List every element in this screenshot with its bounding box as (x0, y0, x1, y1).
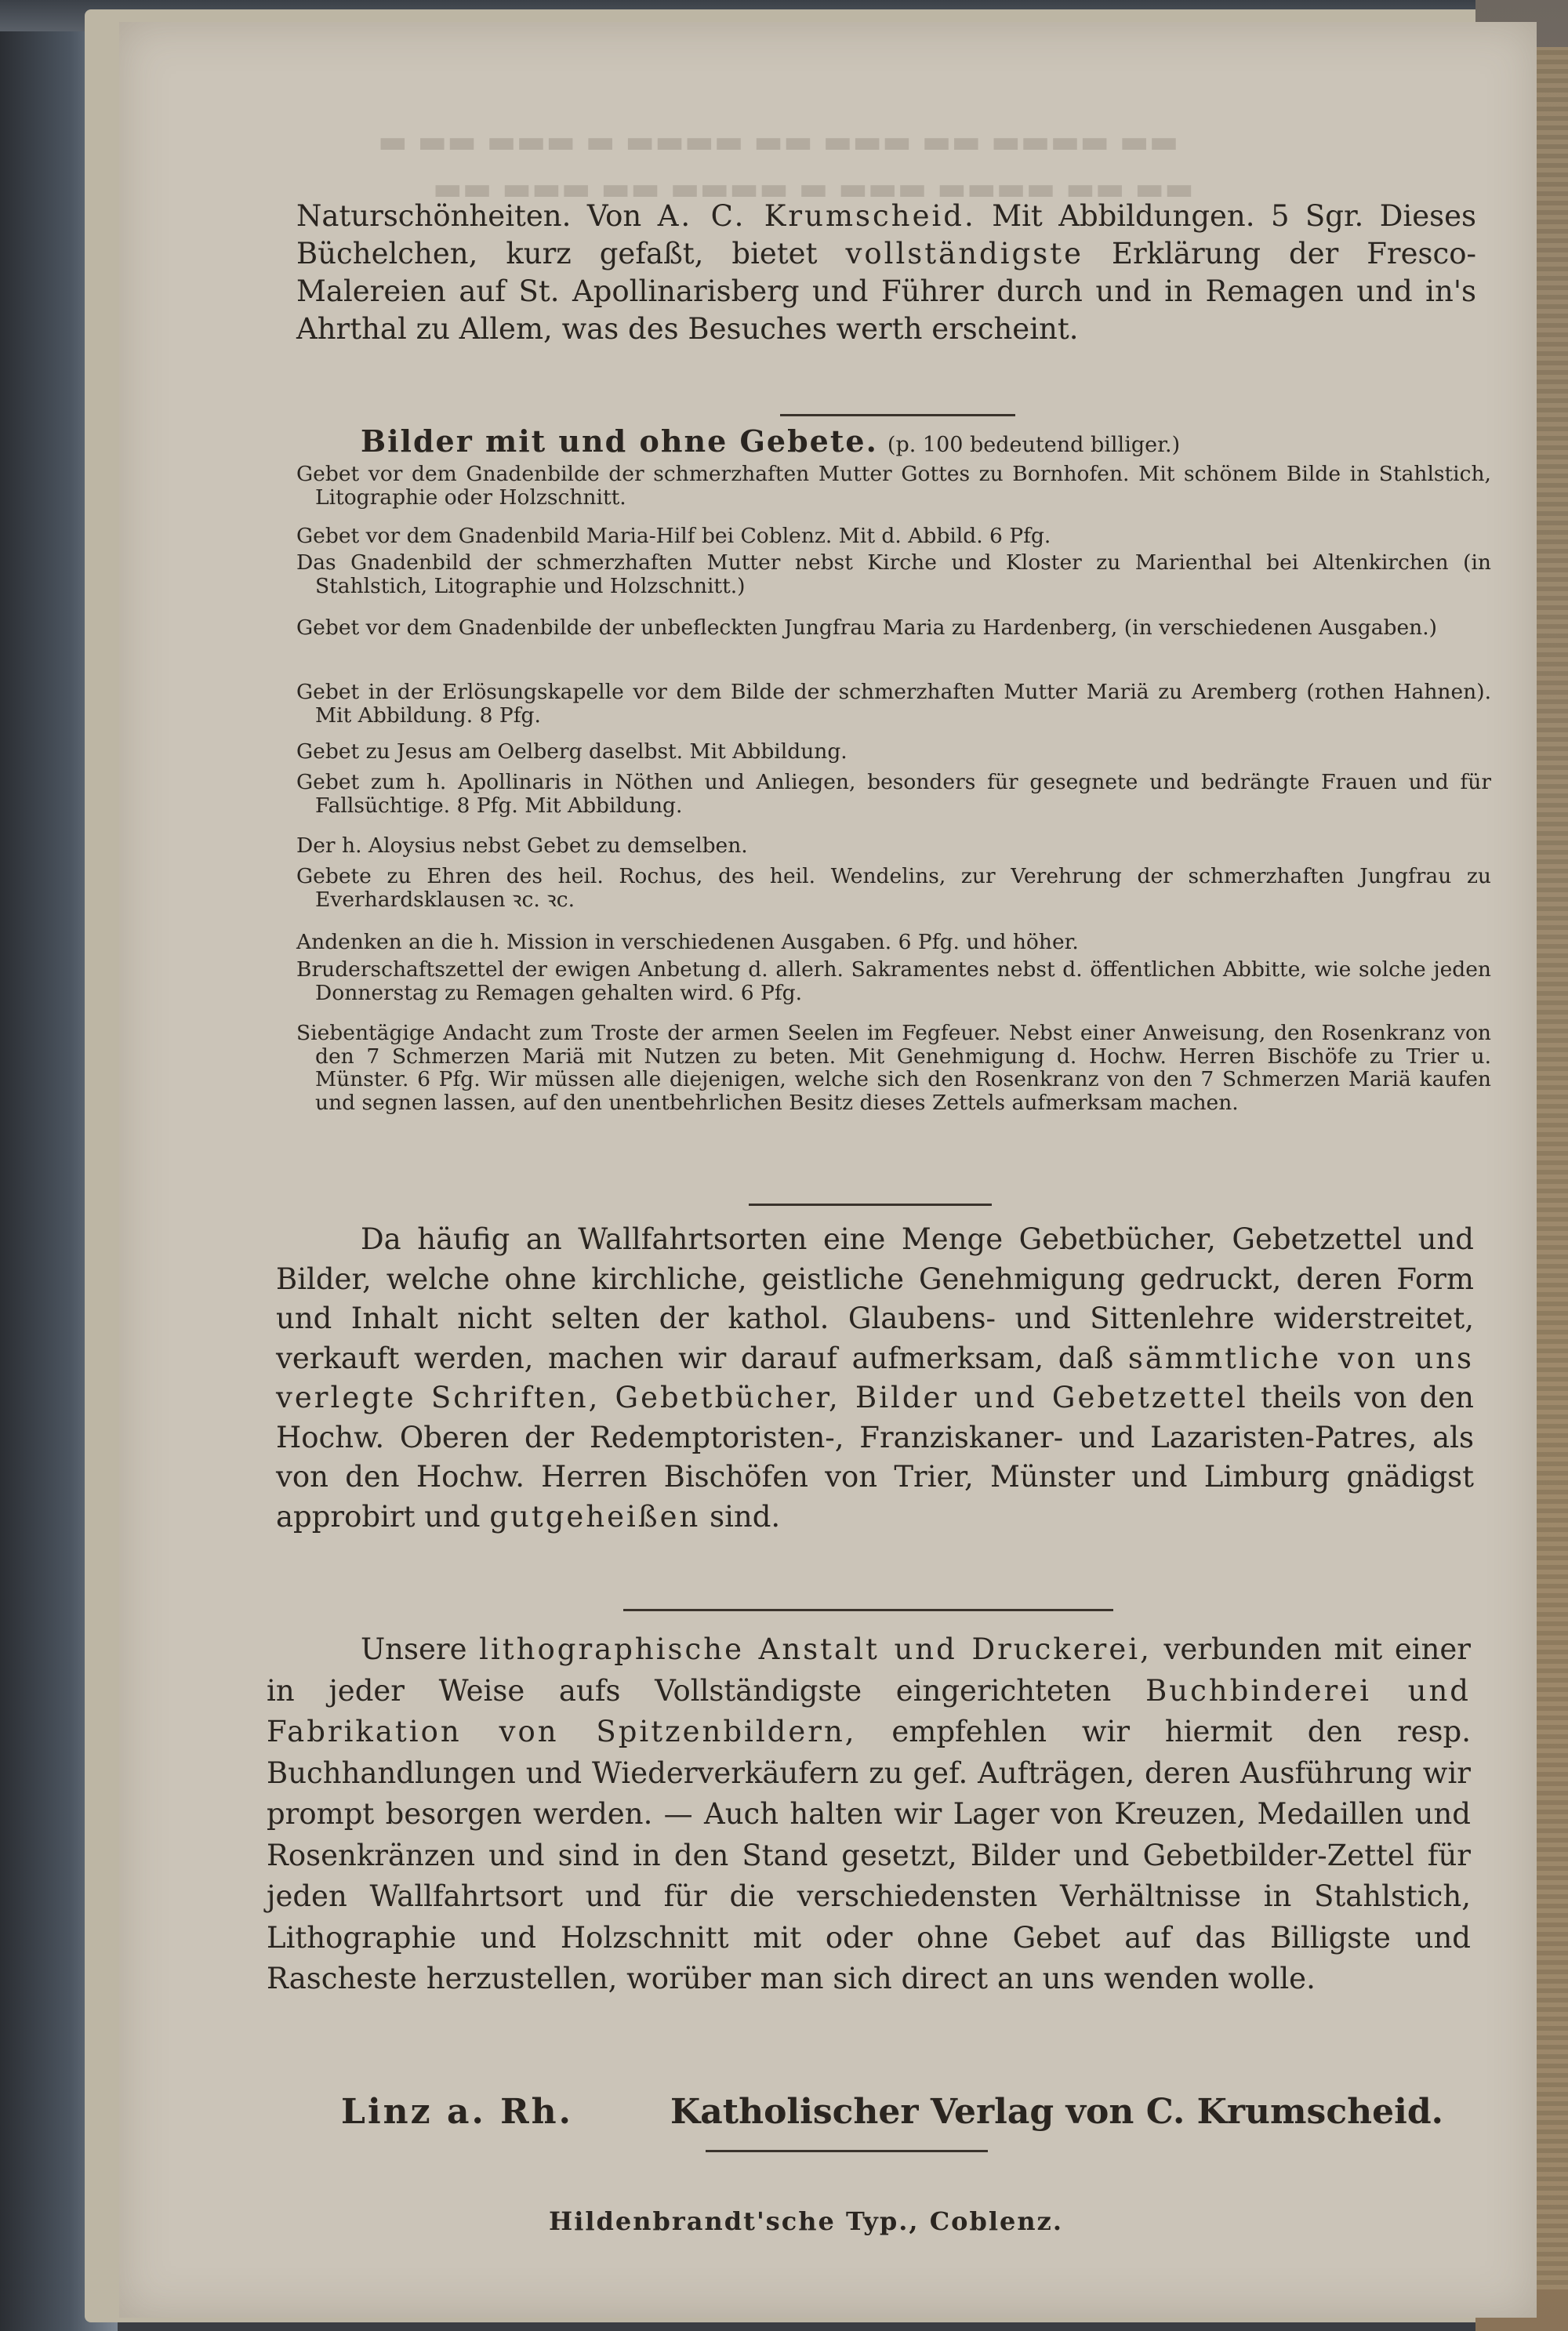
intro-author: A. C. Krumscheid. (657, 199, 976, 233)
intro-price: 5 Sgr. (1270, 199, 1364, 233)
imprint-publisher: Katholischer Verlag von C. Krumscheid. (670, 2092, 1443, 2132)
imprint-place: Linz a. Rh. (341, 2092, 573, 2132)
advert-text: Unsere (361, 1632, 467, 1666)
divider-rule (749, 1204, 992, 1206)
intro-paragraph (296, 198, 1476, 348)
list-item: Der h. Aloysius nebst Gebet zu demselben. (296, 833, 748, 858)
advert-paragraph (267, 1629, 1471, 2000)
list-item: Gebet vor dem Gnadenbilde der schmerzhaften Mutter Gottes zu Bornhofen. Mit schönem Bilde in Stahlstich, Litographie oder Holzschnitt. (296, 462, 1491, 510)
notice-text: theils von den Hochw. Oberen der Redemptoristen-, Franziskaner- und Lazaristen-Patres, als von den Hochw. Herren Bischöfen von Trier, Münster und Limburg gnädigst approbirt und (276, 1381, 1474, 1534)
show-through: ▬ ▬▬ ▬▬▬ ▬ ▬▬▬▬ ▬▬ ▬▬▬ ▬▬ ▬▬▬▬ ▬▬ (378, 124, 1179, 160)
list-item: Gebet vor dem Gnadenbild Maria-Hilf bei Coblenz. Mit d. Abbild. 6 Pfg. (296, 524, 1051, 548)
notice-emphasis: gutgeheißen (489, 1499, 701, 1534)
list-item: Gebet in der Erlösungskapelle vor dem Bilde der schmerzhaften Mutter Mariä zu Aremberg (rothen Hahnen). Mit Abbildung. 8 Pfg. (296, 680, 1491, 728)
advert-emphasis: Buchbinderei und Fabrikation von Spitzenbildern, (267, 1673, 1471, 1748)
section-title: Bilder mit und ohne Gebete. (361, 423, 878, 459)
list-item: Gebet vor dem Gnadenbilde der unbefleckten Jungfrau Maria zu Hardenberg, (in verschiedenen Ausgaben.) (296, 615, 1437, 640)
notice-paragraph (276, 1220, 1474, 1537)
list-item: Das Gnadenbild der schmerzhaften Mutter nebst Kirche und Kloster zu Marienthal bei Altenkirchen (in Stahlstich, Litographie und Holzschnitt.) (296, 550, 1491, 598)
divider-rule (623, 1609, 1113, 1611)
divider-rule (706, 2150, 988, 2152)
list-item: Gebet zum h. Apollinaris in Nöthen und Anliegen, besonders für gesegnete und bedrängte Frauen und für Fallsüchtige. 8 Pfg. Mit Abbildung. (296, 770, 1491, 818)
section-heading (361, 422, 1180, 465)
advert-emphasis: lithographische Anstalt und Druckerei, (479, 1632, 1152, 1666)
intro-text: Erklärung der Fresco-Malereien auf St. Apollinarisberg und Führer durch und in Remagen und in's Ahrthal zu Allem, was des Besuches werth erscheint. (296, 237, 1476, 346)
intro-emphasis: vollständigste (845, 237, 1083, 270)
list-item: Andenken an die h. Mission in verschiedenen Ausgaben. 6 Pfg. und höher. (296, 930, 1079, 954)
notice-emphasis: sämmtliche von uns verlegte Schriften, Gebetbücher, Bilder und Gebetzettel (276, 1341, 1474, 1414)
show-through: ▬▬ ▬▬▬ ▬▬ ▬▬▬▬ ▬ ▬▬▬ ▬▬▬▬ ▬▬ ▬▬ (433, 171, 1194, 207)
list-item: Gebet zu Jesus am Oelberg daselbst. Mit Abbildung. (296, 739, 848, 764)
divider-rule (780, 414, 1015, 416)
list-item: Bruderschaftszettel der ewigen Anbetung d. allerh. Sakramentes nebst d. öffentlichen Abbitte, wie solche jeden Donnerstag zu Remagen gehalten wird. 6 Pfg. (296, 957, 1491, 1005)
printer-line: Hildenbrandt'sche Typ., Coblenz. (549, 2206, 1063, 2236)
intro-note: Mit Abbildungen. (992, 199, 1255, 233)
advert-text: verbunden mit einer in jeder Weise aufs Vollständigste eingerichteten (267, 1632, 1471, 1708)
intro-title: Naturschönheiten. (296, 199, 572, 233)
intro-by: Von (586, 199, 642, 233)
notice-text: Da häufig an Wallfahrtsorten eine Menge Gebetbücher, Gebetzettel und Bilder, welche ohne kirchliche, geistliche Genehmigung gedruckt, deren Form und Inhalt nicht selten der kathol. Glaubens- und Sittenlehre widerstreitet, verkauft werden, machen wir darauf aufmerksam, daß (276, 1222, 1474, 1375)
intro-text: Dieses Büchelchen, kurz gefaßt, bietet (296, 199, 1477, 270)
advert-text: empfehlen wir hiermit den resp. Buchhandlungen und Wiederverkäufern zu gef. Aufträgen, deren Ausführung wir prompt besorgen werden. — Auch halten wir Lager von Kreuzen, Medaillen und Rosenkränzen und sind in den Stand gesetzt, Bilder und Gebetbilder-Zettel für jeden Wallfahrtsort und für die verschiedensten Verhältnisse in Stahlstich, Lithographie und Holzschnitt mit oder ohne Gebet auf das Billigste und Rascheste herzustellen, worüber man sich direct an uns wenden wolle. (267, 1715, 1471, 1995)
list-item: Gebete zu Ehren des heil. Rochus, des heil. Wendelins, zur Verehrung der schmerzhaften Jungfrau zu Everhardsklausen ꝛc. ꝛc. (296, 864, 1491, 912)
list-item: Siebentägige Andacht zum Troste der armen Seelen im Fegfeuer. Nebst einer Anweisung, den Rosenkranz von den 7 Schmerzen Mariä mit Nutzen zu beten. Mit Genehmigung d. Hochw. Herren Bischöfe zu Trier u. Münster. 6 Pfg. Wir müssen alle diejenigen, welche sich den Rosenkranz von den 7 Schmerzen Mariä kaufen und segnen lassen, auf den unentbehrlichen Besitz dieses Zettels aufmerksam machen. (296, 1021, 1491, 1115)
section-note: (p. 100 bedeutend billiger.) (887, 433, 1181, 457)
notice-text: sind. (710, 1499, 781, 1534)
